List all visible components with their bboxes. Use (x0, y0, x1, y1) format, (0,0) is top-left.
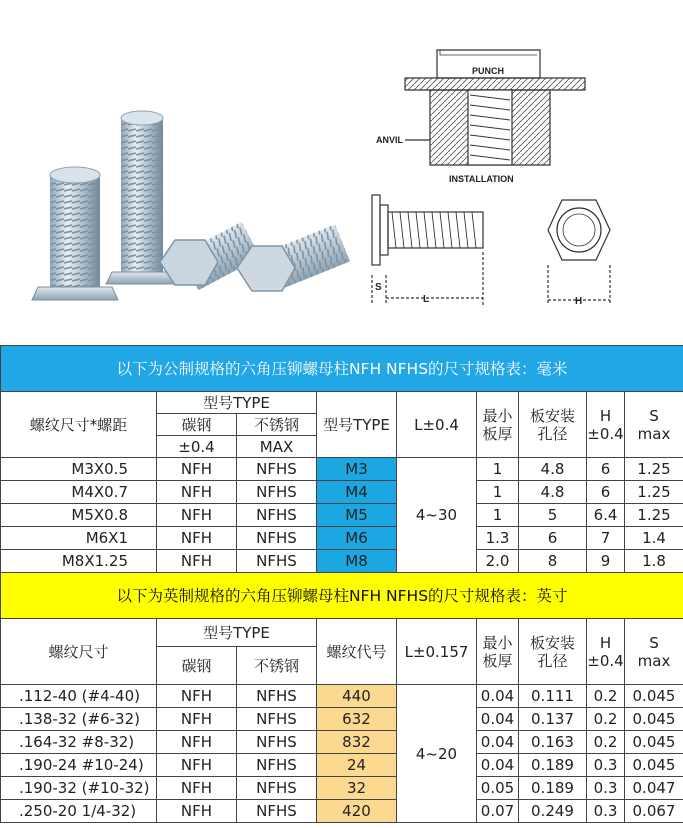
hole-diameter: 4.8 (519, 458, 587, 481)
table-row (1, 800, 683, 823)
min-thickness: 1 (477, 504, 519, 527)
metric-thread-header: 螺纹尺寸*螺距 (1, 392, 157, 458)
thread-size: M5X0.8 (1, 504, 157, 527)
carbon-type: NFH (157, 777, 237, 800)
s-value: 0.045 (625, 708, 683, 731)
thread-code: 420 (317, 800, 397, 823)
imperial-thread-header: 螺纹尺寸 (1, 619, 157, 685)
h-value: 0.3 (587, 754, 625, 777)
stainless-type: NFHS (237, 527, 317, 550)
hole-diameter: 0.189 (519, 754, 587, 777)
stud-photo-1 (32, 167, 118, 300)
hex-end-view-drawing (548, 200, 610, 305)
thread-size: .250-20 1/4-32) (1, 800, 157, 823)
hole-diameter: 0.137 (519, 708, 587, 731)
h-dimension-label: H (575, 296, 583, 307)
min-thickness: 0.04 (477, 708, 519, 731)
hex-stud-photo-2 (237, 224, 350, 291)
hole-diameter: 0.189 (519, 777, 587, 800)
carbon-type: NFH (157, 527, 237, 550)
table-row (1, 550, 683, 573)
thread-size: .190-32 (#10-32) (1, 777, 157, 800)
metric-s-header: S max (625, 392, 683, 458)
type-code: M8 (317, 550, 397, 573)
thread-size: M3X0.5 (1, 458, 157, 481)
h-value: 0.2 (587, 708, 625, 731)
thread-size: M8X1.25 (1, 550, 157, 573)
table-row (1, 458, 683, 481)
s-value: 0.045 (625, 754, 683, 777)
imperial-code-header: 螺纹代号 (317, 619, 397, 685)
carbon-type: NFH (157, 504, 237, 527)
hole-diameter: 4.8 (519, 481, 587, 504)
metric-stainless-header: 不锈钢 (237, 414, 317, 436)
carbon-type: NFH (157, 685, 237, 708)
thread-size: .112-40 (#4-40) (1, 685, 157, 708)
hole-diameter: 0.111 (519, 685, 587, 708)
stainless-type: NFHS (237, 504, 317, 527)
metric-max-header: MAX (237, 436, 317, 458)
carbon-type: NFH (157, 458, 237, 481)
carbon-type: NFH (157, 731, 237, 754)
metric-l-range: 4~30 (397, 458, 477, 573)
table-row (1, 777, 683, 800)
punch-label: PUNCH (472, 66, 505, 76)
type-code: M3 (317, 458, 397, 481)
min-thickness: 0.05 (477, 777, 519, 800)
thread-code: 32 (317, 777, 397, 800)
side-view-drawing (372, 195, 483, 305)
metric-h-header: H ±0.4 (587, 392, 625, 458)
thread-size: .164-32 #8-32) (1, 731, 157, 754)
thread-size: M4X0.7 (1, 481, 157, 504)
table-row (1, 504, 683, 527)
hole-diameter: 0.249 (519, 800, 587, 823)
metric-tol-header: ±0.4 (157, 436, 237, 458)
carbon-type: NFH (157, 800, 237, 823)
thread-code: 632 (317, 708, 397, 731)
imperial-l-range: 4~20 (397, 685, 477, 823)
installation-label: INSTALLATION (449, 174, 514, 184)
imperial-stainless-header: 不锈钢 (237, 647, 317, 685)
min-thickness: 0.04 (477, 685, 519, 708)
stainless-type: NFHS (237, 800, 317, 823)
thread-code: 440 (317, 685, 397, 708)
h-value: 6 (587, 481, 625, 504)
min-thickness: 2.0 (477, 550, 519, 573)
carbon-type: NFH (157, 708, 237, 731)
metric-carbon-header: 碳钢 (157, 414, 237, 436)
imperial-l-header: L±0.157 (397, 619, 477, 685)
type-code: M5 (317, 504, 397, 527)
h-value: 6 (587, 458, 625, 481)
min-thickness: 1 (477, 481, 519, 504)
type-code: M4 (317, 481, 397, 504)
carbon-type: NFH (157, 754, 237, 777)
s-value: 0.047 (625, 777, 683, 800)
table-row (1, 731, 683, 754)
thread-size: M6X1 (1, 527, 157, 550)
stainless-type: NFHS (237, 685, 317, 708)
metric-thickness-header: 最小 板厚 (477, 392, 519, 458)
min-thickness: 0.04 (477, 754, 519, 777)
stainless-type: NFHS (237, 550, 317, 573)
metric-l-header: L±0.4 (397, 392, 477, 458)
h-value: 0.3 (587, 777, 625, 800)
stainless-type: NFHS (237, 777, 317, 800)
s-value: 0.045 (625, 731, 683, 754)
h-value: 0.3 (587, 800, 625, 823)
carbon-type: NFH (157, 481, 237, 504)
stainless-type: NFHS (237, 708, 317, 731)
imperial-h-header: H ±0.4 (587, 619, 625, 685)
hole-diameter: 8 (519, 550, 587, 573)
thread-size: .190-24 #10-24) (1, 754, 157, 777)
s-value: 1.25 (625, 504, 683, 527)
thread-code: 24 (317, 754, 397, 777)
min-thickness: 1 (477, 458, 519, 481)
type-code: M6 (317, 527, 397, 550)
h-value: 7 (587, 527, 625, 550)
anvil-label: ANVIL (376, 135, 403, 145)
s-value: 1.8 (625, 550, 683, 573)
stainless-type: NFHS (237, 754, 317, 777)
metric-hole-header: 板安装 孔径 (519, 392, 587, 458)
imperial-title: 以下为英制规格的六角压铆螺母柱NFH NFHS的尺寸规格表：英寸 (1, 573, 683, 619)
imperial-type-header: 型号TYPE (157, 619, 317, 647)
min-thickness: 0.04 (477, 731, 519, 754)
h-value: 0.2 (587, 731, 625, 754)
s-dimension-label: S (375, 282, 382, 293)
imperial-thickness-header: 最小 板厚 (477, 619, 519, 685)
table-row (1, 685, 683, 708)
table-row (1, 754, 683, 777)
s-value: 0.045 (625, 685, 683, 708)
min-thickness: 1.3 (477, 527, 519, 550)
s-value: 1.25 (625, 481, 683, 504)
h-value: 6.4 (587, 504, 625, 527)
metric-title: 以下为公制规格的六角压铆螺母柱NFH NFHS的尺寸规格表：毫米 (1, 346, 683, 392)
imperial-s-header: S max (625, 619, 683, 685)
thread-size: .138-32 (#6-32) (1, 708, 157, 731)
table-row (1, 527, 683, 550)
spec-table (0, 345, 683, 823)
s-value: 0.067 (625, 800, 683, 823)
metric-code-header: 型号TYPE (317, 392, 397, 458)
imperial-hole-header: 板安装 孔径 (519, 619, 587, 685)
hole-diameter: 5 (519, 504, 587, 527)
stainless-type: NFHS (237, 458, 317, 481)
h-value: 9 (587, 550, 625, 573)
product-illustration (0, 0, 683, 345)
s-value: 1.25 (625, 458, 683, 481)
min-thickness: 0.07 (477, 800, 519, 823)
hole-diameter: 6 (519, 527, 587, 550)
table-row (1, 708, 683, 731)
metric-type-header: 型号TYPE (157, 392, 317, 414)
stainless-type: NFHS (237, 481, 317, 504)
imperial-carbon-header: 碳钢 (157, 647, 237, 685)
stainless-type: NFHS (237, 731, 317, 754)
s-value: 1.4 (625, 527, 683, 550)
thread-code: 832 (317, 731, 397, 754)
hole-diameter: 0.163 (519, 731, 587, 754)
carbon-type: NFH (157, 550, 237, 573)
h-value: 0.2 (587, 685, 625, 708)
table-row (1, 481, 683, 504)
l-dimension-label: L (423, 294, 430, 305)
